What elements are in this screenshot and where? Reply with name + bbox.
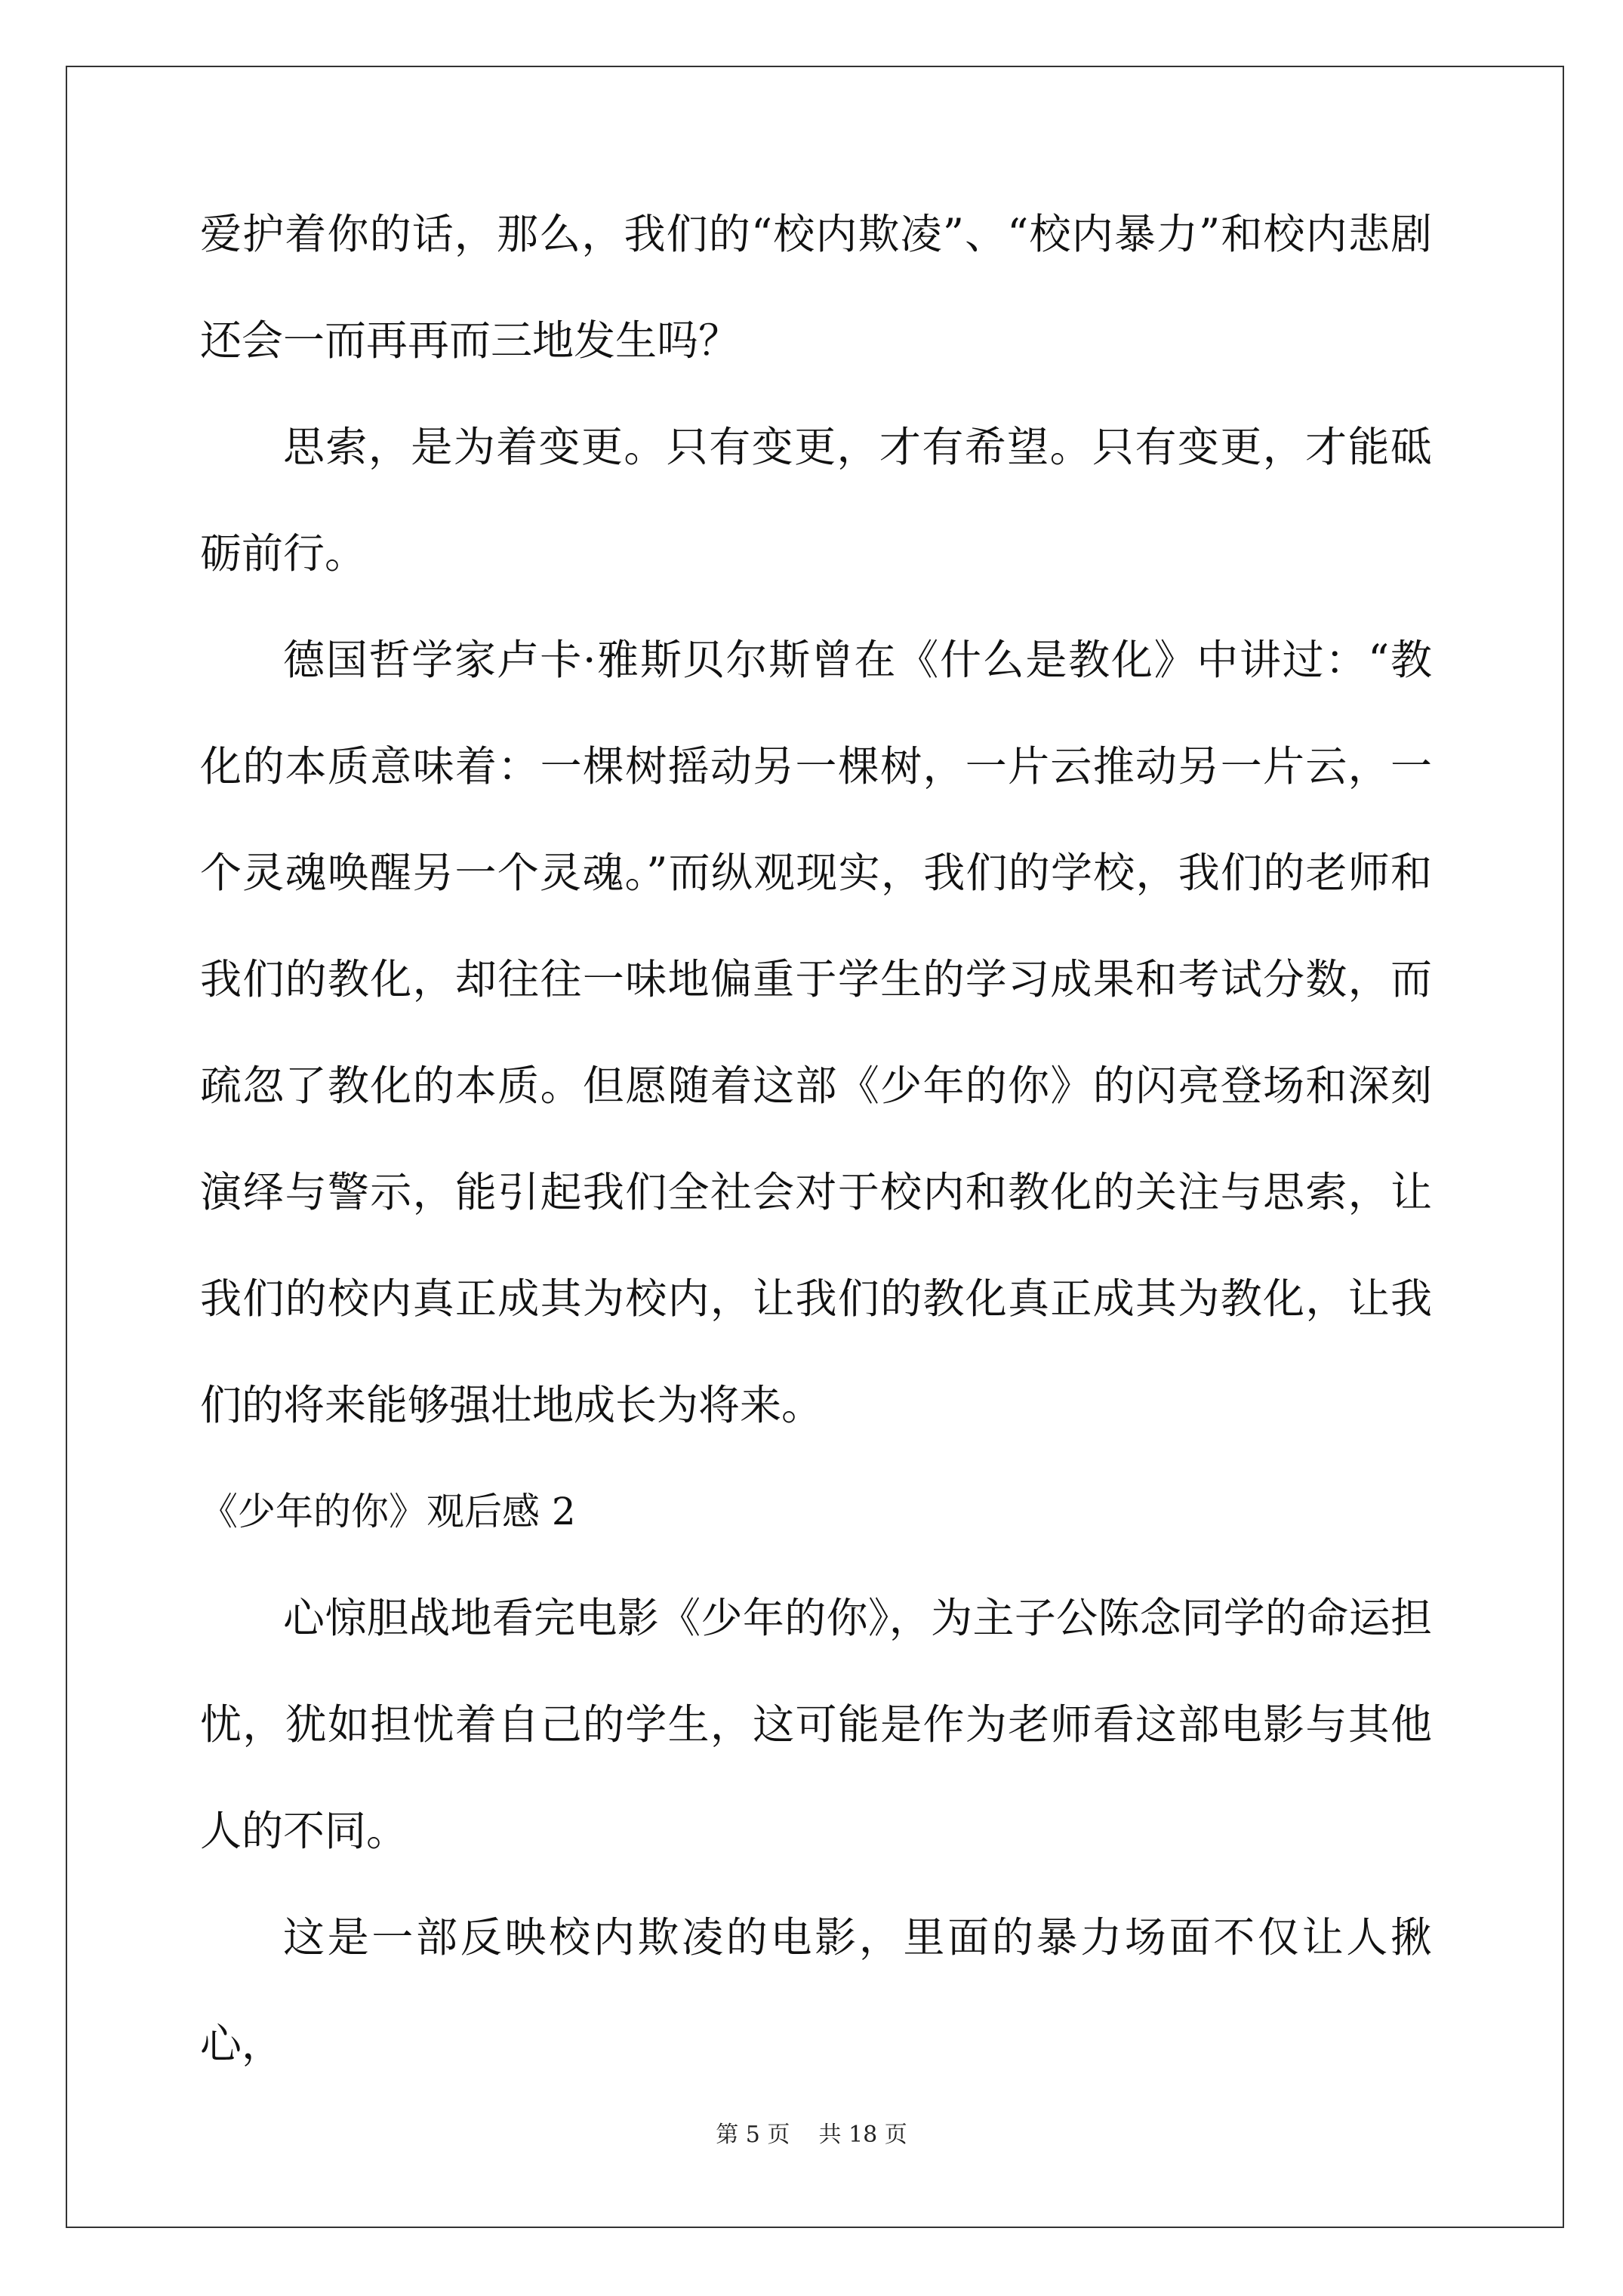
paragraph-1: 爱护着你的话，那么，我们的“校内欺凌”、“校内暴力”和校内悲剧还会一而再再而三地发生吗？ bbox=[200, 210, 1432, 365]
section-heading: 《少年的你》观后感 2 bbox=[200, 1490, 576, 1533]
paragraph-2: 思索，是为着变更。只有变更，才有希望。只有变更，才能砥砺前行。 bbox=[200, 423, 1432, 578]
page-footer bbox=[0, 2116, 1623, 2149]
paragraph-5: 这是一部反映校内欺凌的电影，里面的暴力场面不仅让人揪心， bbox=[200, 1913, 1432, 2068]
page-total: 共 18 页 bbox=[818, 2122, 907, 2148]
document-body bbox=[200, 181, 1432, 2097]
page-number: 第 5 页 bbox=[716, 2122, 790, 2148]
paragraph-3: 德国哲学家卢卡·雅斯贝尔斯曾在《什么是教化》中讲过：“教化的本质意味着：一棵树摇动另一棵树，一片云推动另一片云，一个灵魂唤醒另一个灵魂。”而纵观现实，我们的学校，我们的老师和我们的教化，却往往一味地偏重于学生的学习成果和考试分数，而疏忽了教化的本质。但愿随着这部《少年的你》的闪亮登场和深刻演绎与警示，能引起我们全社会对于校内和教化的关注与思索，让我们的校内真正成其为校内，让我们的教化真正成其为教化，让我们的将来能够强壮地成长为将来。 bbox=[200, 636, 1432, 1429]
paragraph-4: 心惊胆战地看完电影《少年的你》，为主子公陈念同学的命运担忧，犹如担忧着自己的学生，这可能是作为老师看这部电影与其他人的不同。 bbox=[200, 1594, 1432, 1855]
